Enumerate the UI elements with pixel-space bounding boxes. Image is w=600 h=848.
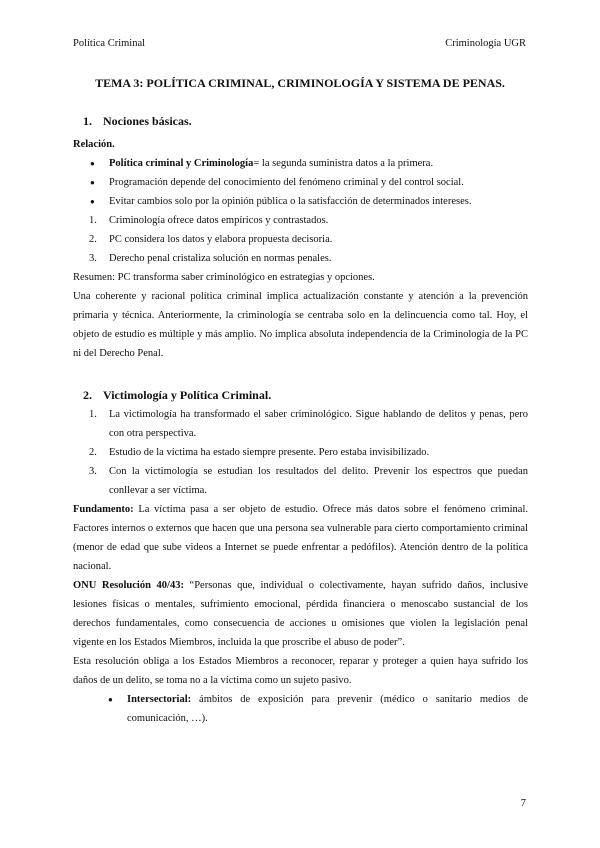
list-item xyxy=(73,690,528,728)
fundamento-paragraph xyxy=(73,500,528,576)
section-2-number: 2. xyxy=(83,388,92,402)
list-number: 2. xyxy=(89,234,97,245)
section-1-heading xyxy=(73,112,528,131)
section-2-title: Victimología y Política Criminal. xyxy=(103,388,272,402)
bullet-icon: ● xyxy=(90,159,95,168)
section-2-heading xyxy=(73,386,528,405)
list-item xyxy=(73,192,528,211)
list-item xyxy=(73,211,528,230)
bullet-text: Programación depende del conocimiento del fenómeno criminal y del control social. xyxy=(109,177,464,188)
list-text: Criminología ofrece datos empíricos y contrastados. xyxy=(109,215,329,226)
list-item xyxy=(73,173,528,192)
list-text: La victimología ha transformado el saber criminológico. Sigue hablando de delitos y penas, pero con otra perspectiva. xyxy=(109,409,528,439)
bullet-text: Evitar cambios solo por la opinión pública o la satisfacción de determinados intereses. xyxy=(109,196,472,207)
page-number: 7 xyxy=(520,798,526,809)
resolution-paragraph: Esta resolución obliga a los Estados Miembros a reconocer, reparar y proteger a quien haya sufrido los daños de un delito, se toma no a la víctima como un sujeto pasivo. xyxy=(73,656,528,686)
list-item xyxy=(73,230,528,249)
list-item xyxy=(73,462,528,500)
section-1-title: Nociones básicas. xyxy=(103,114,192,128)
fundamento-label: Fundamento: xyxy=(73,504,134,515)
onu-paragraph xyxy=(73,576,528,652)
header-right: Criminología UGR xyxy=(445,38,526,49)
list-number: 1. xyxy=(89,215,97,226)
resumen-text: Resumen: PC transforma saber criminológico en estrategias y opciones. xyxy=(73,272,375,283)
list-number: 3. xyxy=(89,466,97,477)
fundamento-text: La víctima pasa a ser objeto de estudio. Ofrece más datos sobre el fenómeno criminal. Factores internos o externos que hacen que una persona sea vulnerable para cierto comportamiento criminal (menor de edad que sube videos a Internet se puede enfrentar a pedófilos). Atención dentro de la política nacional. xyxy=(73,504,528,572)
list-text: PC considera los datos y elabora propuesta decisoria. xyxy=(109,234,333,245)
list-text: Estudio de la víctima ha estado siempre presente. Pero estaba invisibilizado. xyxy=(109,447,430,458)
list-text: Con la victimología se estudian los resultados del delito. Prevenir los espectros que puedan conllevar a ser víctima. xyxy=(109,466,528,496)
list-item xyxy=(73,443,528,462)
page-content xyxy=(73,112,528,728)
list-item xyxy=(73,405,528,443)
document-title: TEMA 3: POLÍTICA CRIMINAL, CRIMINOLOGÍA Y SISTEMA DE PENAS. xyxy=(95,76,505,90)
bullet-icon: ● xyxy=(90,178,95,187)
bullet-text: = la segunda suministra datos a la primera. xyxy=(253,158,434,169)
onu-label: ONU Resolución 40/43: xyxy=(73,580,184,591)
bullet-text: ámbitos de exposición para prevenir (médico o sanitario medios de comunicación, …). xyxy=(127,694,528,724)
bullet-bold-text: Política criminal y Criminología xyxy=(109,158,254,169)
onu-text: “Personas que, individual o colectivamente, hayan sufrido daños, inclusive lesiones físicas o mentales, sufrimiento emocional, pérdida financiera o menoscabo sustancial de los derechos fundamentales, como consecuencia de acciones u omisiones que violen la legislación penal vigente en los Estados Miembros, incluida la que proscribe el abuso de poder”. xyxy=(73,580,528,648)
bullet-bold-text: Intersectorial: xyxy=(127,694,192,705)
header-left: Política Criminal xyxy=(73,38,146,49)
section-1-paragraph: Una coherente y racional política criminal implica actualización constante y atención a la prevención primaria y técnica. Anteriormente, la criminología se centraba solo en la delincuencia como tal. Hoy, el objeto de estudio es múltiple y más amplio. No implica absoluta independencia de la Criminología de la PC ni del Derecho Penal. xyxy=(73,291,528,359)
bullet-icon: ● xyxy=(108,695,113,704)
list-item xyxy=(73,154,528,173)
list-text: Derecho penal cristaliza solución en normas penales. xyxy=(109,253,332,264)
list-number: 1. xyxy=(89,409,97,420)
list-item xyxy=(73,249,528,268)
relacion-label: Relación. xyxy=(73,139,115,150)
list-number: 3. xyxy=(89,253,97,264)
list-number: 2. xyxy=(89,447,97,458)
section-1-number: 1. xyxy=(83,114,92,128)
bullet-icon: ● xyxy=(90,197,95,206)
